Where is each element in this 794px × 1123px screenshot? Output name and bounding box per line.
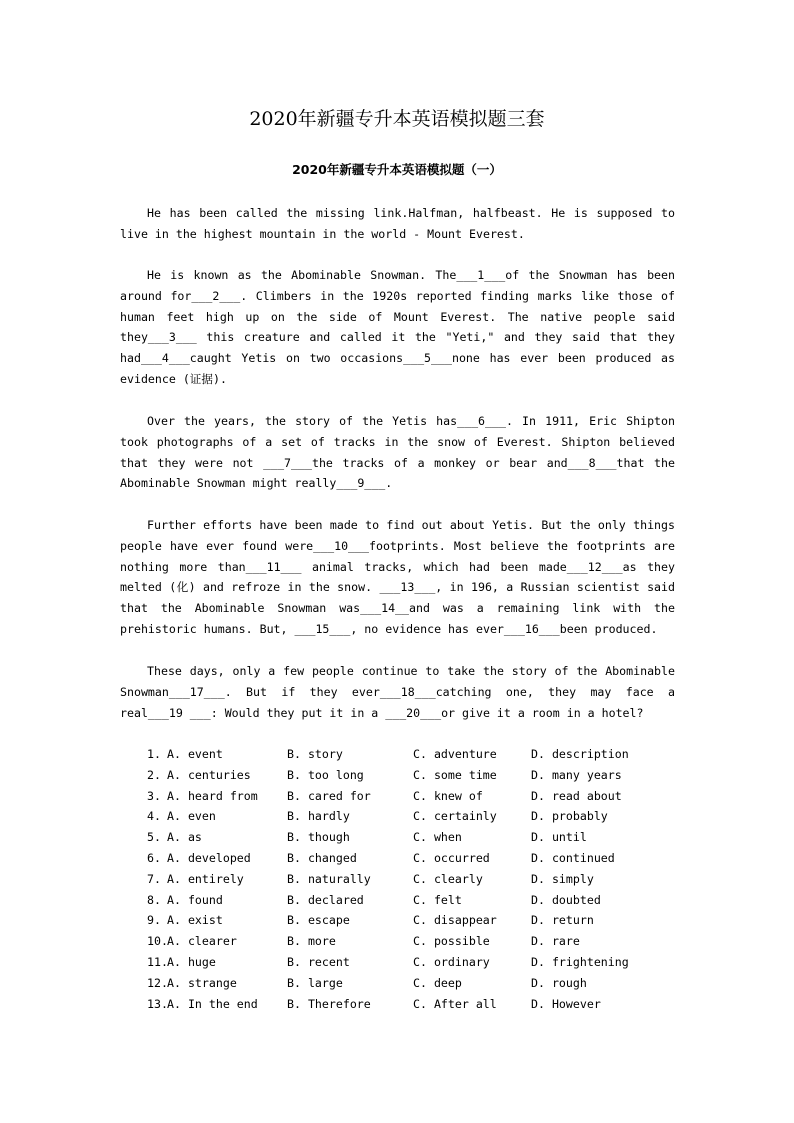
question-number: 6. [147,850,161,865]
option-c: C. disappear [413,913,497,928]
option-c: C. ordinary [413,954,490,969]
paragraph-2: He is known as the Abominable Snowman. The___1___of the Snowman has been around for___2___. Climbers in the 1920s reported finding marks like those of human feet high up on the side of Mount Everest. The native people said they___3___ this creature and called it the "Yeti," and they said that they had___4___caught Yetis on two occasions___5___none has ever been produced as evidence (证据). [120,268,675,386]
option-b: B. changed [287,850,357,865]
option-row [147,806,651,827]
option-d: D. However [531,996,601,1011]
option-row [147,890,651,911]
question-number: 5. [147,830,161,845]
option-d: D. simply [531,871,594,886]
option-d: D. doubted [531,892,601,907]
option-a: A. In the end [167,996,258,1011]
option-c: C. adventure [413,747,497,761]
option-c: C. when [413,830,462,845]
paragraph-5: These days, only a few people continue to take the story of the Abominable Snowman___17___. But if they ever___18___catching one, they may face a real___19 ___: Would they put it in a ___20___or give it a room in a hotel? [120,664,675,720]
option-b: B. recent [287,954,350,969]
option-row [147,827,651,848]
option-b: B. Therefore [287,996,371,1011]
option-b: B. more [287,934,336,949]
option-row [147,952,651,973]
option-b: B. escape [287,913,350,928]
option-c: C. occurred [413,850,490,865]
option-d: D. description [531,747,629,761]
option-c: C. some time [413,767,497,782]
option-row [147,786,651,807]
option-a: A. strange [167,975,237,990]
option-row [147,869,651,890]
option-a: A. developed [167,850,251,865]
option-c: C. felt [413,892,462,907]
section-title: 2020年新疆专升本英语模拟题（一） [292,162,502,177]
question-number: 13. [147,996,168,1011]
option-b: B. naturally [287,871,371,886]
question-number: 10. [147,934,168,949]
question-number: 9. [147,913,161,928]
option-b: B. hardly [287,809,350,824]
paragraph-1: He has been called the missing link.Halfman, halfbeast. He is supposed to live in the highest mountain in the world - Mount Everest. [120,206,675,241]
option-b: B. too long [287,767,364,782]
option-d: D. until [531,830,587,845]
option-c: C. clearly [413,871,483,886]
option-b: B. large [287,975,343,990]
option-row [147,973,651,994]
question-number: 4. [147,809,161,824]
option-a: A. exist [167,913,223,928]
answer-options-list [147,744,651,1014]
option-c: C. possible [413,934,490,949]
option-c: C. deep [413,975,462,990]
question-number: 7. [147,871,161,886]
option-row [147,994,651,1015]
paragraph-3: Over the years, the story of the Yetis has___6___. In 1911, Eric Shipton took photographs of a set of tracks in the snow of Everest. Shipton believed that they were not ___7___the tracks of a monkey or bear and___8___that the Abominable Snowman might really___9___. [120,414,675,491]
option-a: A. clearer [167,934,237,949]
option-d: D. probably [531,809,608,824]
option-row [147,910,651,931]
paragraph-4: Further efforts have been made to find out about Yetis. But the only things people have ever found were___10___footprints. Most believe the footprints are nothing more than___11___ animal tracks, which had been made___12___as they melted (化) and refroze in the snow. ___13___, in 196, a Russian scientist said that the Abominable Snowman was___14__and was a remaining link with the prehistoric humans. But, ___15___, no evidence has ever___16___been produced. [120,518,675,636]
option-row [147,931,651,952]
option-d: D. many years [531,767,622,782]
option-a: A. centuries [167,767,251,782]
option-row [147,744,651,765]
option-d: D. read about [531,788,622,803]
question-number: 3. [147,788,161,803]
option-b: B. story [287,747,343,761]
option-a: A. heard from [167,788,258,803]
question-number: 2. [147,767,161,782]
option-c: C. After all [413,996,497,1011]
question-number: 11. [147,954,168,969]
option-d: D. return [531,913,594,928]
option-d: D. rough [531,975,587,990]
option-d: D. continued [531,850,615,865]
option-a: A. entirely [167,871,244,886]
question-number: 8. [147,892,161,907]
option-b: B. declared [287,892,364,907]
option-a: A. huge [167,954,216,969]
option-d: D. rare [531,934,580,949]
option-row [147,765,651,786]
option-c: C. knew of [413,788,483,803]
option-d: D. frightening [531,954,629,969]
option-row [147,848,651,869]
option-a: A. found [167,892,223,907]
option-a: A. even [167,809,216,824]
option-b: B. cared for [287,788,371,803]
option-a: A. event [167,747,223,761]
page-title: 2020年新疆专升本英语模拟题三套 [249,108,545,130]
question-number: 12. [147,975,168,990]
option-a: A. as [167,830,202,845]
option-b: B. though [287,830,350,845]
option-c: C. certainly [413,809,497,824]
question-number: 1. [147,747,161,761]
